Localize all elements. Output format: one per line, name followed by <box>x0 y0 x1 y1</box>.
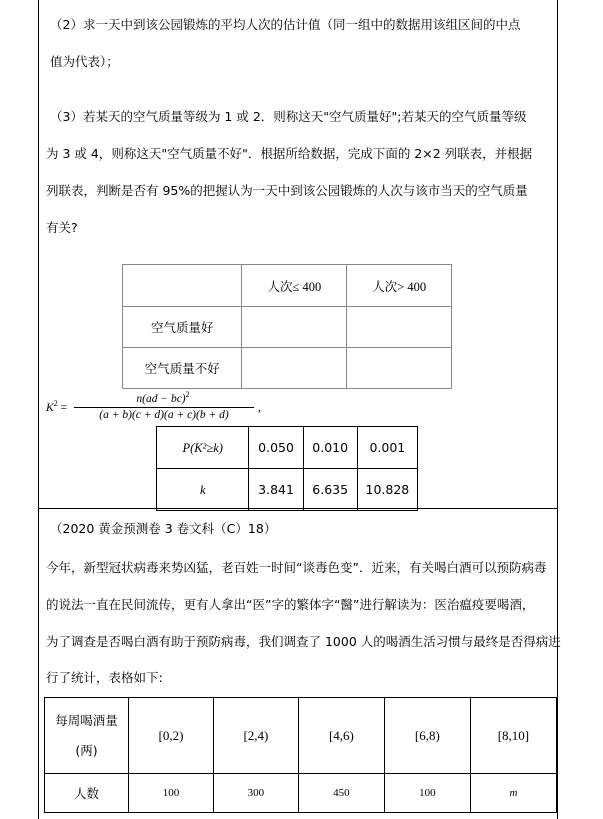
question-3-line-2: 为 3 或 4，则称这天"空气质量不好"．根据所给数据，完成下面的 2×2 列联表，并根据 <box>46 146 533 161</box>
contingency-table <box>122 264 452 389</box>
critical-cell: 6.635 <box>303 469 357 511</box>
question-3-line-1: （3）若某天的空气质量等级为 1 或 2．则称这天"空气质量好";若某天的空气质量等级 <box>50 109 527 124</box>
critical-cell: 0.050 <box>249 427 303 469</box>
critical-cell: 10.828 <box>357 469 417 511</box>
drinking-interval: [4,6) <box>298 698 384 774</box>
frame-right-border <box>557 0 558 705</box>
drinking-count: 100 <box>384 774 470 813</box>
drinking-count-label: 人数 <box>45 774 129 813</box>
table-row-label: 空气质量不好 <box>123 348 242 389</box>
critical-cell: 0.010 <box>303 427 357 469</box>
question-3-line-3: 列联表，判断是否有 95%的把握认为一天中到该公园锻炼的人次与该市当天的空气质量 <box>46 183 528 198</box>
table-row-label: 空气质量好 <box>123 307 242 348</box>
drinking-count: 300 <box>213 774 298 813</box>
question-3-line-4: 有关? <box>46 220 78 235</box>
critical-cell: 0.001 <box>357 427 417 469</box>
table-header-cell: 人次> 400 <box>347 265 452 307</box>
frame-left-border <box>38 0 39 819</box>
table-corner-cell <box>123 265 242 307</box>
problem-line-3: 为了调查是否喝白酒有助于预防病毒，我们调查了 1000 人的喝酒生活习惯与最终是否得病进 <box>46 634 561 649</box>
drinking-count: m <box>470 774 556 813</box>
problem-source: （2020 黄金预测卷 3 卷文科（C）18） <box>50 521 277 536</box>
table-cell-empty <box>242 348 347 389</box>
drinking-count: 450 <box>298 774 384 813</box>
drinking-interval: [6,8) <box>384 698 470 774</box>
table-cell-empty <box>242 307 347 348</box>
frame-right-border-lower <box>557 697 558 819</box>
table-cell-empty <box>347 307 452 348</box>
critical-row-label: k <box>157 469 249 511</box>
table-cell-empty <box>347 348 452 389</box>
drinking-table <box>44 697 557 813</box>
question-2-line-1: （2）求一天中到该公园锻炼的平均人次的估计值（同一组中的数据用该组区间的中点 <box>50 17 521 32</box>
problem-line-1: 今年，新型冠状病毒来势凶猛，老百姓一时间“谈毒色变”．近来，有关喝白酒可以预防病毒 <box>46 560 547 575</box>
formula-numerator: n(ad − bc)$^2$ <box>136 390 190 405</box>
drinking-interval: [0,2) <box>128 698 213 774</box>
drinking-interval: [2,4) <box>213 698 298 774</box>
critical-cell: 3.841 <box>249 469 303 511</box>
problem-line-2: 的说法一直在民间流传，更有人拿出“医”字的繁体字“醫”进行解读为：医治瘟疫要喝酒， <box>46 597 535 612</box>
problem-line-4: 行了统计，表格如下: <box>46 670 163 685</box>
drinking-header-label: 每周喝酒量 (两) <box>45 698 129 774</box>
drinking-interval: [8,10] <box>470 698 556 774</box>
question-2-line-2: 值为代表）； <box>50 54 119 69</box>
formula-denominator: (a + b)(c + d)(a + c)(b + d) <box>99 409 229 421</box>
table-header-cell: 人次≤ 400 <box>242 265 347 307</box>
critical-row-label: P(K²≥k) <box>157 427 249 469</box>
k-squared-formula: $K^2$ = n(ad − bc)$^2$ (a + b)(c + d)(a + c)(b + d) , <box>46 390 261 421</box>
critical-value-table <box>156 426 418 511</box>
drinking-count: 100 <box>128 774 213 813</box>
fraction-bar <box>74 407 254 408</box>
